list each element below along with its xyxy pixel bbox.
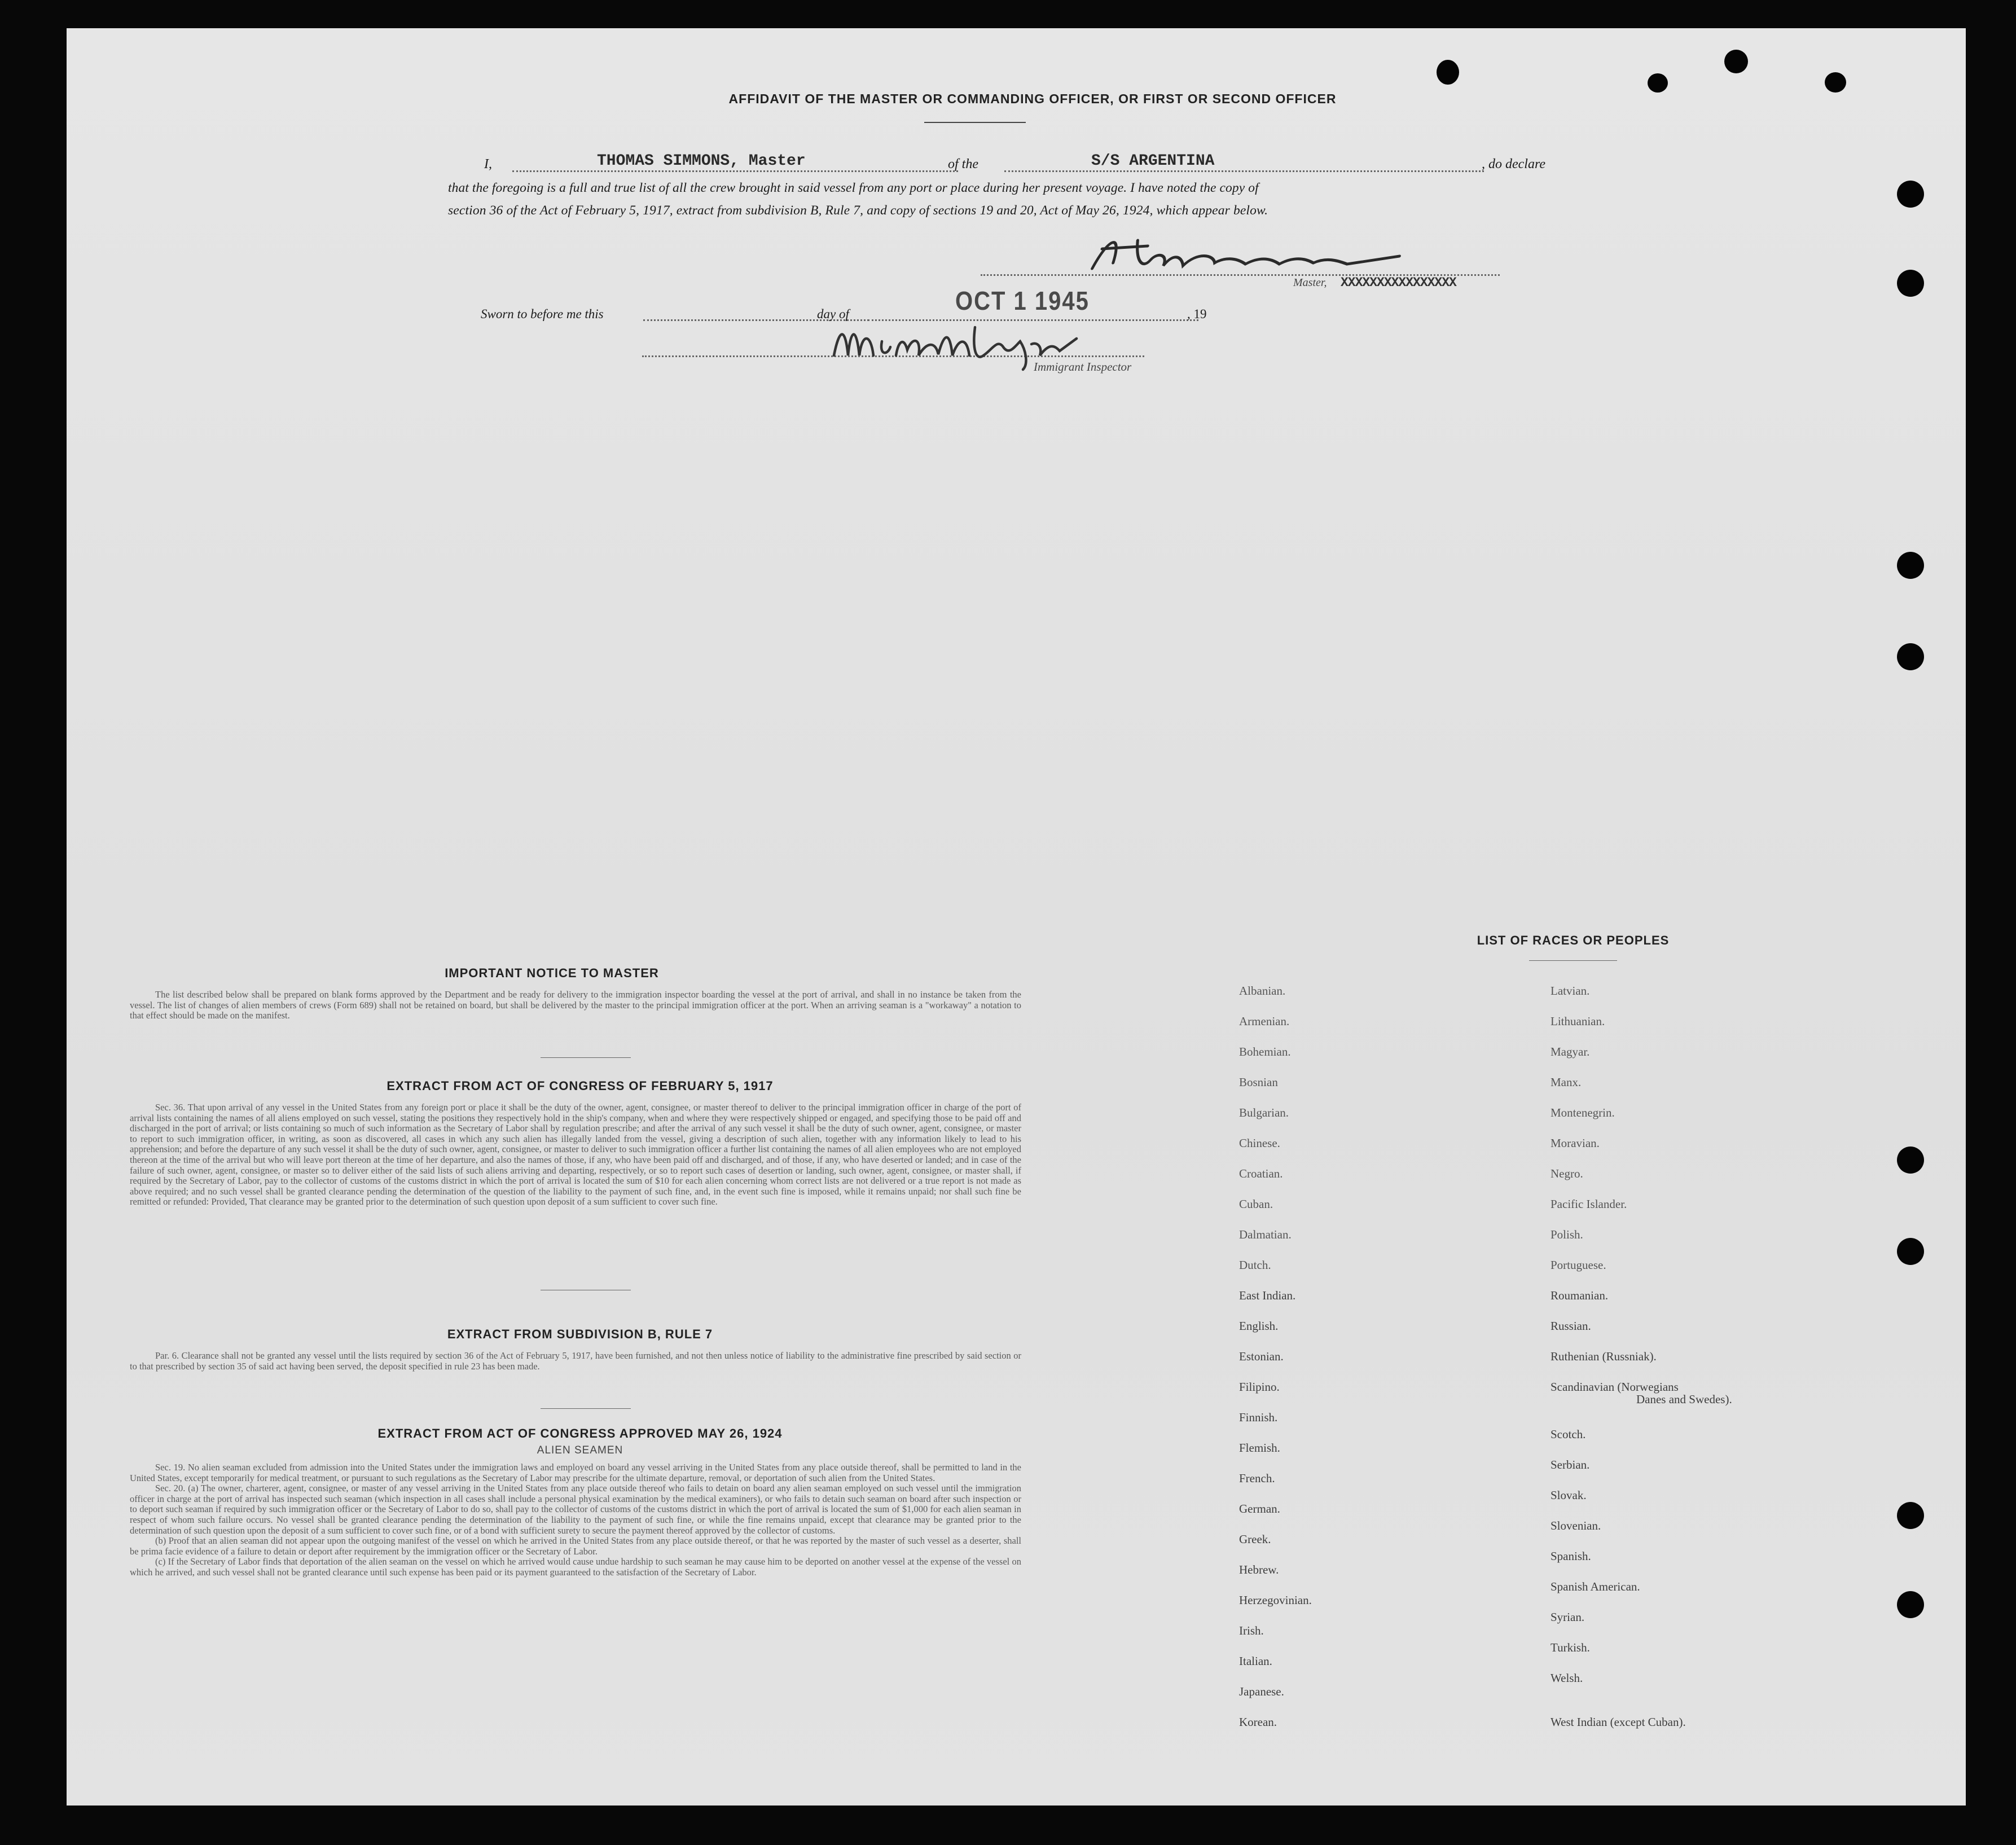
do-declare-label: , do declare [1482,157,1546,172]
race-item: Bulgarian. [1239,1106,1289,1119]
race-item: Scandinavian (Norwegians [1551,1380,1679,1394]
sec20b-paragraph: (b) Proof that an alien seaman did not appear upon the outgoing manifest of the vessel on which he arrived in the United States from any place outside thereof, or that he was reported by the master of such vessel as a deserter, shall be prima facie evidence of a failure to detain or deport after requirement by the immigration officer or the Secretary of Labor. [130,1535,1021,1557]
race-item: West Indian (except Cuban). [1551,1715,1686,1729]
master-name-value: THOMAS SIMMONS, Master [597,152,806,170]
extract-1917-body [130,1102,1021,1207]
extract-1924-title: EXTRACT FROM ACT OF CONGRESS APPROVED MAY 26, 1924 [377,1426,783,1440]
race-item: Slovenian. [1551,1519,1601,1532]
sworn-label: Sworn to before me this [481,307,604,321]
races-divider [1529,960,1617,961]
race-item: Japanese. [1239,1685,1284,1698]
alien-seamen-subtitle: ALIEN SEAMEN [537,1444,623,1456]
race-item: Slovak. [1551,1488,1587,1502]
race-item: Albanian. [1239,984,1286,998]
race-item: Spanish. [1551,1549,1591,1563]
race-item: Italian. [1239,1654,1272,1668]
race-item: Bohemian. [1239,1045,1291,1058]
punch-hole [1897,181,1924,208]
par6-paragraph: Par. 6. Clearance shall not be granted any vessel until the lists required by section 36 of the Act of February 5, 1917, have been furnished, and not then unless notice of liability to the administrative fine prescribed by said section or to that prescribed by section 35 of said act having been served, the deposit specified in rule 23 has been made. [130,1350,1021,1372]
race-item: Russian. [1551,1319,1591,1333]
race-item: English. [1239,1319,1279,1333]
race-item: Portuguese. [1551,1258,1606,1272]
race-item: Greek. [1239,1532,1271,1546]
sec19-paragraph: Sec. 19. No alien seaman excluded from admission into the United States under the immigration laws and employed on board any vessel arriving in the United States from any place outside thereof, shall be permitted to land in the United States, except temporarily for medical treatment, or pursuant to such regulations as the Secretary of Labor may prescribe for the ultimate departure, removal, or deportation of such alien from the United States. [130,1462,1021,1483]
race-item: Dalmatian. [1239,1228,1292,1241]
punch-hole [1897,643,1924,670]
race-item: Ruthenian (Russniak). [1551,1350,1657,1363]
affidavit-line-3: section 36 of the Act of February 5, 1917, extract from subdivision B, Rule 7, and copy of sections 19 and 20, Act of May 26, 1924, which appear below. [448,203,1268,218]
race-item: Serbian. [1551,1458,1590,1471]
title-divider [924,122,1026,123]
vessel-dotted-line [1004,170,1484,172]
punch-hole [1897,1591,1924,1618]
race-item: Syrian. [1551,1610,1585,1624]
race-item: Magyar. [1551,1045,1590,1058]
inspector-label: Immigrant Inspector [1034,360,1132,374]
race-item: Croatian. [1239,1167,1283,1180]
date-stamp: OCT 1 1945 [955,287,1090,316]
race-item: Scotch. [1551,1427,1586,1441]
race-item: Dutch. [1239,1258,1271,1272]
race-item: Bosnian [1239,1075,1278,1089]
extract-1917-title: EXTRACT FROM ACT OF CONGRESS OF FEBRUARY 5, 1917 [386,1079,774,1093]
race-item: Armenian. [1239,1014,1290,1028]
punch-hole [1437,60,1459,85]
race-item: Welsh. [1551,1671,1583,1685]
race-item: Latvian. [1551,984,1590,998]
race-item: Herzegovinian. [1239,1593,1312,1607]
race-item: Lithuanian. [1551,1014,1605,1028]
notice-body [130,990,1021,1021]
race-item: Danes and Swedes). [1636,1392,1732,1406]
race-item: Filipino. [1239,1380,1280,1394]
race-item: Pacific Islander. [1551,1197,1627,1211]
punch-hole [1897,270,1924,297]
section-divider [541,1408,631,1409]
race-item: Montenegrin. [1551,1106,1615,1119]
of-the-label: of the [948,157,978,172]
section-divider [541,1057,631,1058]
race-item: Estonian. [1239,1350,1284,1363]
punch-hole [1825,72,1846,93]
affidavit-title: AFFIDAVIT OF THE MASTER OR COMMANDING OFFICER, OR FIRST OR SECOND OFFICER [728,91,1337,106]
punch-hole [1897,1146,1924,1174]
race-item: Roumanian. [1551,1289,1609,1302]
race-item: Hebrew. [1239,1563,1279,1576]
document-page [67,28,1966,1806]
day-of-label: day of [817,307,849,321]
race-item: Negro. [1551,1167,1583,1180]
punch-hole [1648,73,1668,93]
race-item: Flemish. [1239,1441,1280,1455]
punch-hole [1897,552,1924,579]
year-prefix: , 19 [1187,307,1207,321]
race-item: Irish. [1239,1624,1264,1637]
vessel-name-value: S/S ARGENTINA [1091,152,1215,170]
race-item: Finnish. [1239,1411,1278,1424]
punch-hole [1724,50,1748,73]
punch-hole [1897,1502,1924,1529]
master-struck-text: XXXXXXXXXXXXXXXX [1341,275,1456,290]
sec20c-paragraph: (c) If the Secretary of Labor finds that deportation of the alien seaman on the vessel on which he arrived would cause undue hardship to such seaman he may cause him to be deported on another vessel at the expense of the vessel on which he arrived, and such vessel shall not be granted clearance until such expense has been paid or its payment guaranteed to the satisfaction of the Secretary of Labor. [130,1556,1021,1578]
affidavit-i-label: I, [484,157,492,172]
notice-title: IMPORTANT NOTICE TO MASTER [445,966,659,980]
race-item: Manx. [1551,1075,1582,1089]
master-label: Master, [1293,276,1327,289]
race-item: Chinese. [1239,1136,1280,1150]
races-title: LIST OF RACES OR PEOPLES [1477,933,1670,947]
race-item: Turkish. [1551,1641,1590,1654]
race-item: Korean. [1239,1715,1277,1729]
section-36-paragraph: Sec. 36. That upon arrival of any vessel in the United States from any foreign port or place it shall be the duty of the owner, agent, consignee, or master thereof to deliver to the principal immigration officer in charge of the port of arrival lists containing the names of all aliens employed on such vessel, stating the positions they respectively hold in the ship's company, when and where they were respectively shipped or engaged, and specifying those to be paid off and discharged in the port of arrival; or lists containing so much of such information as the Secretary of Labor shall by regulation prescribe; and after the arrival of any such vessel it shall be the duty of such owner, agent, consignee, or master to report to such immigration officer, in writing, as soon as discovered, all cases in which any such alien has illegally landed from the vessel, giving a description of such alien, together with any information likely to lead to his apprehension; and before the departure of any such vessel it shall be the duty of such owner, agent, consignee, or master to deliver to such immigration officer a further list containing the names of all alien employees who are not employed thereon at the time of the arrival but who will leave port thereon at the time of her departure, and also the names of those, if any, who have been paid off and discharged, and of those, if any, who have deserted or landed; and in case of the failure of such owner, agent, consignee, or master so to deliver either of the said lists of such aliens arriving and departing, respectively, or so to report such cases of desertion or landing, such owner, agent, consignee, or master shall, if required by the Secretary of Labor, pay to the collector of customs of the customs district in which the port of arrival is located the sum of $10 for each alien concerning whom correct lists are not delivered or a true report is not made as above required; and no such vessel shall be granted clearance pending the determination of the question of the liability to the payment of such fine, and, in the event such fine is imposed, while it remains unpaid; nor shall such fine be remitted or refunded: Provided, That clearance may be granted prior to the determination of such question upon deposit of a sum sufficient to cover such fine. [130,1102,1021,1207]
punch-hole [1897,1238,1924,1265]
race-item: Moravian. [1551,1136,1600,1150]
rule7-title: EXTRACT FROM SUBDIVISION B, RULE 7 [447,1327,713,1341]
race-item: Spanish American. [1551,1580,1640,1593]
extract-1924-body [130,1462,1021,1578]
name-dotted-line [512,170,958,172]
race-item: East Indian. [1239,1289,1296,1302]
race-item: Polish. [1551,1228,1583,1241]
rule7-body [130,1351,1021,1372]
notice-paragraph: The list described below shall be prepared on blank forms approved by the Department and be ready for delivery to the immigration inspector boarding the vessel at the port of arrival, and shall in no instance be taken from the vessel. The list of changes of alien members of crews (Form 689) shall not be retained on board, but shall be delivered by the master to the principal immigration officer at the port. When an arriving seaman is a "workaway" a notation to that effect should be made on the manifest. [130,989,1021,1021]
race-item: French. [1239,1471,1275,1485]
race-item: German. [1239,1502,1280,1515]
sec20a-paragraph: Sec. 20. (a) The owner, charterer, agent, consignee, or master of any vessel arriving in the United States from any place outside thereof who fails to detain on board any alien seaman employed on such vessel until the immigration officer in charge at the port of arrival has inspected such seaman (which inspection in all cases shall include a personal physical examination by the medical examiners), or who fails to detain such seaman on board after such inspection or to deport such seaman if required by such immigration officer or the Secretary of Labor to do so, shall pay to the collector of customs of the customs district in which the port of arrival is located the sum of $1,000 for each alien seaman in respect of whom such failure occurs. No vessel shall be granted clearance pending the determination of the liability to the payment of such fine, or while the fine remains unpaid, except that clearance may be granted prior to the determination of such question upon the deposit of a sum sufficient to cover such fine, or of a bond with sufficient surety to secure the payment thereof approved by the collector of customs. [130,1483,1021,1536]
race-item: Cuban. [1239,1197,1273,1211]
affidavit-line-2: that the foregoing is a full and true list of all the crew brought in said vessel from any port or place during her present voyage. I have noted the copy of [448,181,1259,195]
